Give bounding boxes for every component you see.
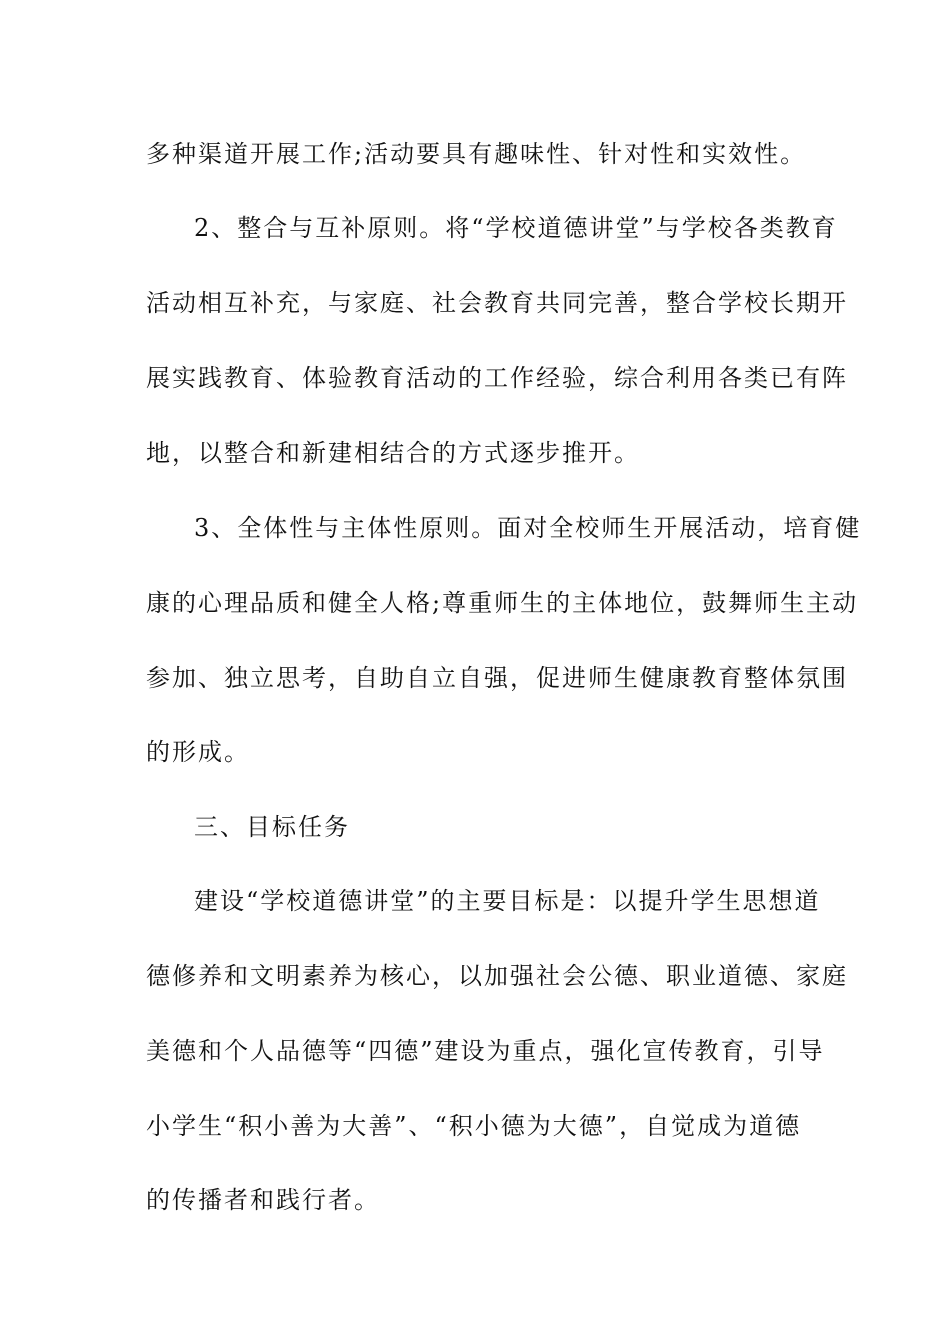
section-heading: 三、目标任务 <box>194 813 350 841</box>
text-line: 展实践教育、体验教育活动的工作经验，综合利用各类已有阵 <box>146 364 848 392</box>
text-line: 的传播者和践行者。 <box>146 1186 380 1214</box>
text-line: 参加、独立思考，自助自立自强，促进师生健康教育整体氛围 <box>146 664 848 692</box>
text-line: 康的心理品质和健全人格;尊重师生的主体地位，鼓舞师生主动 <box>146 589 859 617</box>
text-line: 多种渠道开展工作;活动要具有趣味性、针对性和实效性。 <box>146 140 807 168</box>
text-line: 活动相互补充，与家庭、社会教育共同完善，整合学校长期开 <box>146 289 848 317</box>
text-line: 小学生“积小善为大善”、“积小德为大德”，自觉成为道德 <box>146 1112 802 1140</box>
text-line: 德修养和文明素养为核心，以加强社会公德、职业道德、家庭 <box>146 962 848 990</box>
text-line: 地，以整合和新建相结合的方式逐步推开。 <box>146 439 640 467</box>
text-line: 建设“学校道德讲堂”的主要目标是：以提升学生思想道 <box>194 887 821 915</box>
text-line: 3、全体性与主体性原则。面对全校师生开展活动，培育健 <box>194 514 862 542</box>
text-line: 的形成。 <box>146 738 250 766</box>
text-line: 2、整合与互补原则。将“学校道德讲堂”与学校各类教育 <box>194 214 838 242</box>
text-line: 美德和个人品德等“四德”建设为重点，强化宣传教育，引导 <box>146 1037 825 1065</box>
